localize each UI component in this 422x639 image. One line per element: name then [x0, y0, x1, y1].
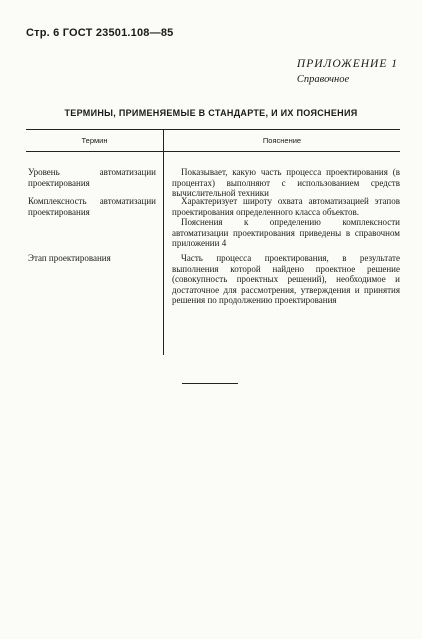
end-rule [182, 383, 238, 384]
table-header-rule [26, 151, 400, 152]
table-row-term: Этап проектирования [28, 253, 111, 263]
explanation-paragraph: Пояснения к определению комплексности автоматизации проектирования приведены в справочном приложении 4 [172, 217, 400, 249]
table-top-rule [26, 129, 400, 130]
table-row-term: Уровень автоматизации проектирования [28, 167, 156, 188]
appendix-label [297, 57, 398, 87]
table-column-divider [163, 129, 164, 355]
explanation-paragraph: Часть процесса проектирования, в результате выполнения которой найдено проектное решение (совокупность проектных решений), необходимое и достаточное для рассмотрения, утверждения и принятия решения по продолжению проектирования [172, 253, 400, 306]
column-header-term: Термин [81, 136, 108, 145]
table-row-term: Комплексность автоматизации проектирования [28, 196, 156, 217]
page-header: Стр. 6 ГОСТ 23501.108—85 [26, 27, 174, 39]
table-row-explanation [172, 167, 400, 199]
table-row-explanation [172, 196, 400, 249]
explanation-paragraph: Характеризует широту охвата автоматизацией этапов проектирования определенного класса объектов. [172, 196, 400, 217]
explanation-paragraph: Показывает, какую часть процесса проектирования (в процентах) выполняют с использованием средств вычислительной техники [172, 167, 400, 199]
section-title: ТЕРМИНЫ, ПРИМЕНЯЕМЫЕ В СТАНДАРТЕ, И ИХ ПОЯСНЕНИЯ [64, 108, 358, 118]
appendix-title: ПРИЛОЖЕНИЕ 1 [296, 58, 398, 70]
terms-table [26, 129, 400, 355]
column-header-explanation: Пояснение [262, 136, 302, 145]
table-row-explanation [172, 253, 400, 306]
appendix-subtitle: Справочное [296, 74, 350, 85]
